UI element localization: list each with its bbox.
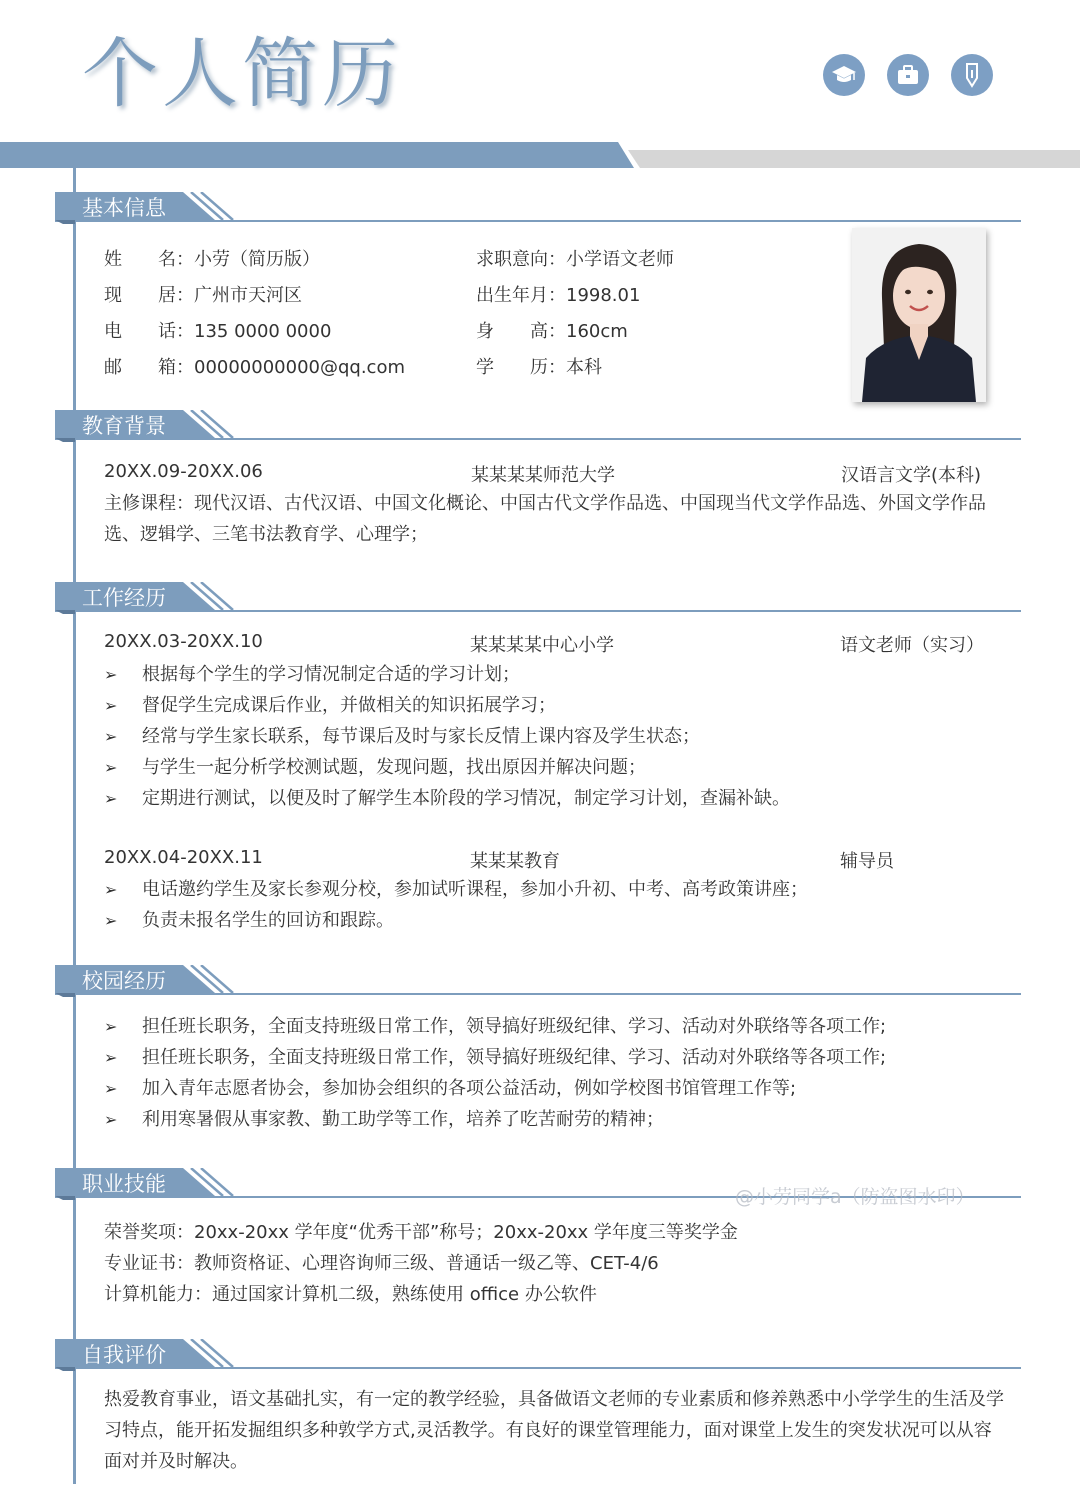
objective-label: 求职意向： bbox=[476, 249, 566, 270]
job-2-duties bbox=[104, 874, 808, 936]
email-row bbox=[104, 353, 405, 379]
arrow-bullet-icon: ➢ bbox=[104, 1017, 118, 1036]
birth-label: 出生年月： bbox=[476, 285, 566, 306]
height-value: 160cm bbox=[566, 321, 628, 342]
arrow-bullet-icon: ➢ bbox=[104, 696, 118, 715]
phone-label: 电 话： bbox=[104, 321, 194, 342]
height-row bbox=[476, 317, 628, 343]
arrow-bullet-icon: ➢ bbox=[104, 911, 118, 930]
resume-title: 个人简历 bbox=[82, 29, 402, 118]
section-title: 自我评价 bbox=[82, 1343, 166, 1367]
list-item: ➢ 根据每个学生的学习情况制定合适的学习计划； bbox=[104, 659, 790, 690]
birth-row bbox=[476, 281, 640, 307]
email-value: 00000000000@qq.com bbox=[194, 357, 405, 378]
phone-row bbox=[104, 317, 331, 343]
profile-photo bbox=[852, 228, 986, 402]
watermark: @小劳同学a（防盗图水印） bbox=[735, 1186, 975, 1208]
computer-line: 计算机能力：通过国家计算机二级，熟练使用 office 办公软件 bbox=[104, 1284, 597, 1305]
degree-label: 学 历： bbox=[476, 357, 566, 378]
arrow-bullet-icon: ➢ bbox=[104, 1079, 118, 1098]
section-header-work bbox=[55, 582, 1021, 614]
timeline-line bbox=[73, 168, 76, 1484]
arrow-bullet-icon: ➢ bbox=[104, 789, 118, 808]
degree-row bbox=[476, 353, 602, 379]
section-header-self-eval bbox=[55, 1339, 1021, 1371]
section-header-campus bbox=[55, 965, 1021, 997]
section-title: 校园经历 bbox=[82, 969, 166, 993]
degree-value: 本科 bbox=[566, 357, 602, 378]
list-item: ➢ 经常与学生家长联系，每节课后及时与家长反情上课内容及学生状态； bbox=[104, 721, 790, 752]
job-2-period: 20XX.04-20XX.11 bbox=[104, 847, 263, 868]
honors-line: 荣誉奖项：20xx-20xx 学年度“优秀干部”称号；20xx-20xx 学年度三等奖学金 bbox=[104, 1222, 738, 1243]
job-1-org: 某某某某中心小学 bbox=[470, 635, 614, 656]
arrow-bullet-icon: ➢ bbox=[104, 665, 118, 684]
arrow-bullet-icon: ➢ bbox=[104, 1048, 118, 1067]
pen-icon bbox=[951, 54, 993, 96]
list-item: ➢ 电话邀约学生及家长参观分校，参加试听课程，参加小升初、中考、高考政策讲座； bbox=[104, 874, 808, 905]
header-icons bbox=[823, 54, 993, 96]
list-item: ➢ 与学生一起分析学校测试题，发现问题，找出原因并解决问题； bbox=[104, 752, 790, 783]
phone-value: 135 0000 0000 bbox=[194, 321, 332, 342]
section-title: 工作经历 bbox=[82, 586, 166, 610]
header-band bbox=[0, 142, 1080, 170]
list-item: ➢ 利用寒暑假从事家教、勤工助学等工作，培养了吃苦耐劳的精神； bbox=[104, 1104, 886, 1135]
section-header-education bbox=[55, 410, 1021, 442]
arrow-bullet-icon: ➢ bbox=[104, 727, 118, 746]
residence-row bbox=[104, 281, 302, 307]
objective-row bbox=[476, 245, 674, 271]
list-item: ➢ 加入青年志愿者协会，参加协会组织的各项公益活动，例如学校图书馆管理工作等; bbox=[104, 1073, 886, 1104]
briefcase-icon bbox=[887, 54, 929, 96]
name-row bbox=[104, 245, 320, 271]
objective-value: 小学语文老师 bbox=[566, 249, 674, 270]
job-1-role: 语文老师（实习） bbox=[840, 635, 984, 656]
email-label: 邮 箱： bbox=[104, 357, 194, 378]
height-label: 身 高： bbox=[476, 321, 566, 342]
residence-label: 现 居： bbox=[104, 285, 194, 306]
residence-value: 广州市天河区 bbox=[194, 285, 302, 306]
arrow-bullet-icon: ➢ bbox=[104, 1110, 118, 1129]
job-2-role: 辅导员 bbox=[840, 851, 894, 872]
job-2-org: 某某某教育 bbox=[470, 851, 560, 872]
education-major: 汉语言文学(本科) bbox=[841, 465, 982, 486]
list-item: ➢ 负责未报名学生的回访和跟踪。 bbox=[104, 905, 808, 936]
self-eval-text: 热爱教育事业，语文基础扎实，有一定的教学经验，具备做语文老师的专业素质和修养熟悉中小学学生的生活及学习特点，能开拓发掘组织多种敦学方式,灵活教学。有良好的课堂管理能力，面对课堂上发生的突发状况可以从容面对并及时解决。 bbox=[104, 1389, 1004, 1472]
campus-items bbox=[104, 1011, 886, 1135]
arrow-bullet-icon: ➢ bbox=[104, 880, 118, 899]
education-school: 某某某某师范大学 bbox=[471, 465, 615, 486]
list-item: ➢ 担任班长职务，全面支持班级日常工作，领导搞好班级纪律、学习、活动对外联络等各项工作; bbox=[104, 1042, 886, 1073]
section-title: 职业技能 bbox=[82, 1172, 166, 1196]
education-period: 20XX.09-20XX.06 bbox=[104, 461, 263, 482]
certs-line: 专业证书：教师资格证、心理咨询师三级、普通话一级乙等、CET-4/6 bbox=[104, 1253, 659, 1274]
birth-value: 1998.01 bbox=[566, 285, 641, 306]
list-item: ➢ 督促学生完成课后作业，并做相关的知识拓展学习； bbox=[104, 690, 790, 721]
name-value: 小劳（简历版） bbox=[194, 249, 320, 270]
education-courses: 主修课程：现代汉语、古代汉语、中国文化概论、中国古代文学作品选、中国现当代文学作品选、外国文学作品选、逻辑学、三笔书法教育学、心理学； bbox=[104, 493, 986, 545]
section-title: 基本信息 bbox=[82, 196, 166, 220]
list-item: ➢ 担任班长职务，全面支持班级日常工作，领导搞好班级纪律、学习、活动对外联络等各项工作; bbox=[104, 1011, 886, 1042]
job-1-duties bbox=[104, 659, 790, 814]
arrow-bullet-icon: ➢ bbox=[104, 758, 118, 777]
list-item: ➢ 定期进行测试，以便及时了解学生本阶段的学习情况，制定学习计划，查漏补缺。 bbox=[104, 783, 790, 814]
section-title: 教育背景 bbox=[82, 414, 166, 438]
graduation-cap-icon bbox=[823, 54, 865, 96]
section-header-basic-info bbox=[55, 192, 1021, 224]
job-1-period: 20XX.03-20XX.10 bbox=[104, 631, 263, 652]
name-label: 姓 名： bbox=[104, 249, 194, 270]
